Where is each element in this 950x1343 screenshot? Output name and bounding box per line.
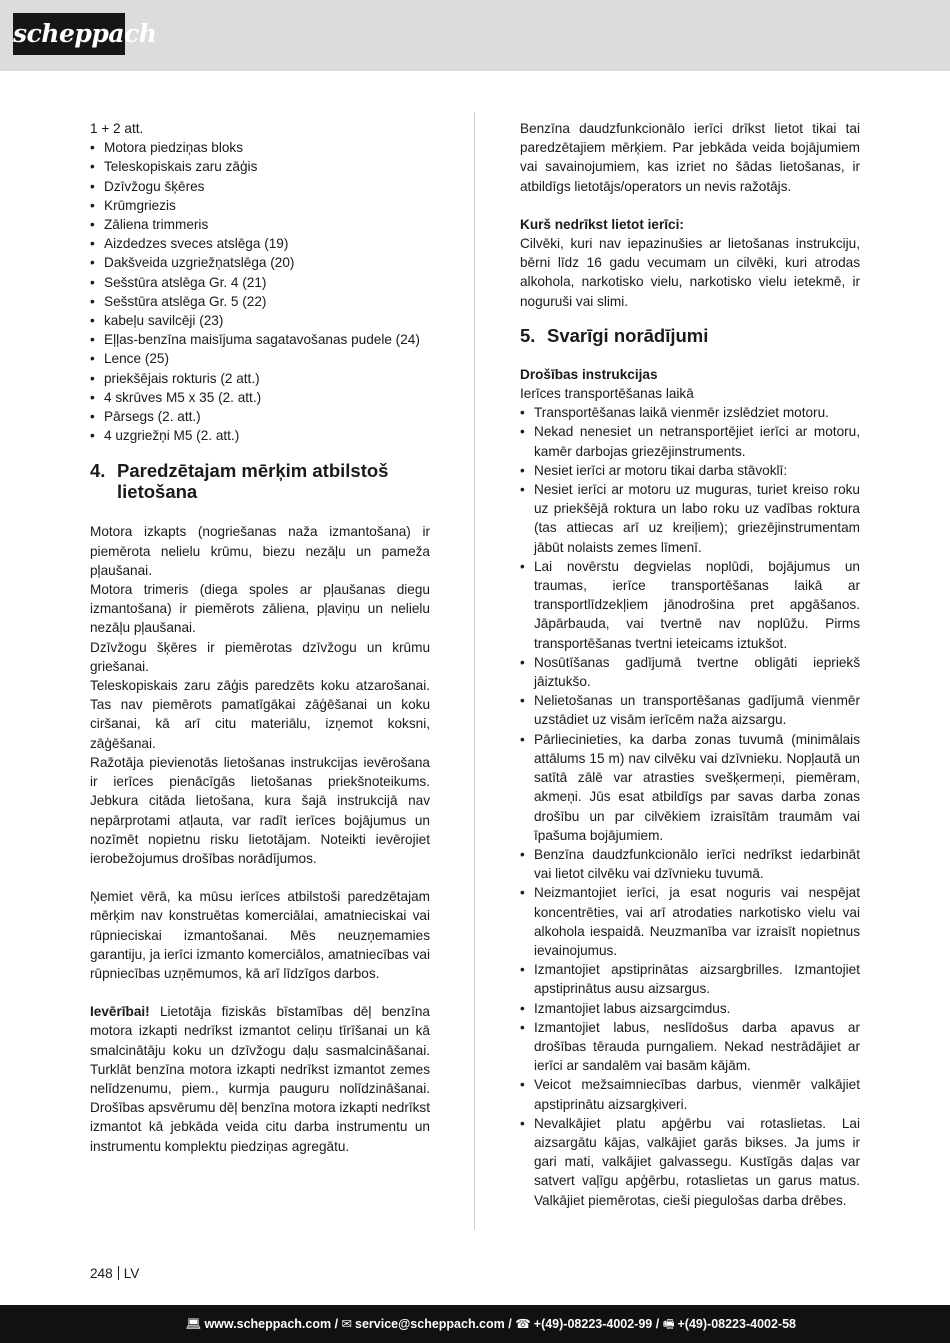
transport-subheading: Ierīces transportēšanas laikā <box>520 386 694 402</box>
phone-number: +(49)-08223-4002-99 <box>533 1317 653 1331</box>
right-column <box>520 119 860 1210</box>
list-item: • priekšējais rokturis (2 att.) <box>90 369 430 388</box>
section-4-paragraph: Teleskopiskais zaru zāģis paredzēts koku atzarošanai. Tas nav piemērots pamatīgākai zāģēšanai un koku ciršanai, kā arī citu materiālu, izņemot koksni, zāģēšanai. <box>90 678 430 751</box>
contact-bar: 💻︎ www.scheppach.com / ✉︎ service@scheppach.com / ☎︎ +(49)-08223-4002-99 / 🖷︎ +(49)-08223-4002-58 <box>0 1305 950 1343</box>
who-text: Cilvēki, kuri nav iepazinušies ar lietošanas instrukciju, bērni līdz 16 gadu vecumam un cilvēki, kuri atrodas alkohola, narkotisko vielu, narkotisko vielu ietekmē, ir noguruši vai slimi. <box>520 236 860 309</box>
who-heading: Kurš nedrīkst lietot ierīci: <box>520 216 684 232</box>
page-number: 248 <box>90 1266 113 1281</box>
fax-icon: 🖷︎ <box>662 1317 675 1331</box>
section-4-paragraph: Ražotāja pievienotās lietošanas instrukcijas ievērošana ir ierīces pienācīgās lietošanas priekšnoteikums. Jebkura citāda lietošana, kura šajā instrukcijā nav nepārprotami atļauta, var radīt ierīces bojājumus un nozīmēt nopietnu risku lietotājam. Noteikti ievērojiet ierobežojumus drošības norādījumos. <box>90 754 430 866</box>
list-item: • Izmantojiet labus aizsargcimdus. <box>520 999 860 1018</box>
list-item: • Sešstūra atslēga Gr. 4 (21) <box>90 273 430 292</box>
section-4-paragraph: Motora izkapts (nogriešanas naža izmantošana) ir piemērota nelielu krūmu, biezu nezāļu un pameža pļaušanai. <box>90 524 430 578</box>
section-4-number: 4. <box>90 460 106 482</box>
intro-line: 1 + 2 att. <box>90 121 144 136</box>
list-item: • Dakšveida uzgriežņatslēga (20) <box>90 253 430 272</box>
list-item: • Nosūtīšanas gadījumā tvertne obligāti iepriekš jāiztukšo. <box>520 653 860 691</box>
section-4-paragraph: Dzīvžogu šķēres ir piemērotas dzīvžogu un krūmu griešanai. <box>90 639 430 674</box>
list-item: • Nekad nenesiet un netransportējiet ierīci ar motoru, kamēr darbojas griezējinstruments. <box>520 422 860 460</box>
list-item: • Pārliecinieties, ka darba zonas tuvumā (minimālais attālums 15 m) nav cilvēku vai dzīvnieku. Nopļautā un satītā zālē var atrasties svešķermeņi, piemēram, akmeņi. Jūs esat atbildīgs par savas darba zonas drošību un par cilvēkiem izraisītām traumām vai īpašuma bojājumiem. <box>520 730 860 845</box>
list-item: • Nevalkājiet platu apģērbu vai rotaslietas. Lai aizsargātu kājas, valkājiet garās bikses. Ja jums ir gari mati, valkājiet galvassegu. Kustīgās daļas var satvert vaļīgu apģērbu, rotaslietas un garus matus. Valkājiet piemērotas, cieši piegulošas darba drēbes. <box>520 1114 860 1210</box>
intended-use-paragraph: Benzīna daudzfunkcionālo ierīci drīkst lietot tikai tai paredzētajiem mērķiem. Par jebkāda veida bojājumiem vai savainojumiem, kas izriet no šādas lietošanas, ir atbildīgs lietotājs/operators un nevis ražotājs. <box>520 121 860 194</box>
scheppach-logo: scheppach <box>13 13 125 55</box>
list-item: • kabeļu savilcēji (23) <box>90 311 430 330</box>
website-link[interactable]: www.scheppach.com <box>204 1317 332 1331</box>
phone-icon: ☎︎ <box>515 1317 531 1331</box>
list-item: • Izmantojiet labus, neslīdošus darba apavus ar drošības tērauda purngaliem. Nekad nestrādājiet ar ierīci ar sandalēm vai basām kājām. <box>520 1018 860 1076</box>
section-5-heading <box>520 325 860 346</box>
fax-number: +(49)-08223-4002-58 <box>677 1317 796 1331</box>
section-4-paragraph: Ņemiet vērā, ka mūsu ierīces atbilstoši paredzētajam mērķim nav konstruētas komerciālai, amatnieciskai vai rūpnieciskai izmantošanai. Mēs neuzņemamies garantiju, ja ierīci izmanto komerciālos, amatniecības vai rūpniecības uzņēmumos, kā arī līdzīgos darbos. <box>90 889 430 981</box>
section-5-title: Svarīgi norādījumi <box>547 324 709 346</box>
list-item: • 4 uzgriežņi M5 (2. att.) <box>90 426 430 445</box>
list-item: • Zāliena trimmeris <box>90 215 430 234</box>
left-column <box>90 119 430 1156</box>
section-5-number: 5. <box>520 324 536 346</box>
list-item: • 4 skrūves M5 x 35 (2. att.) <box>90 388 430 407</box>
list-item: • Lence (25) <box>90 349 430 368</box>
list-item: • Motora piedziņas bloks <box>90 138 430 157</box>
list-item: • Nesiet ierīci ar motoru uz muguras, turiet kreiso roku uz priekšējā roktura un labo roku uz vadības roktura (tas attiecas arī uz kreiļiem); griezējinstrumentam jābūt nolaists zemes līmenī. <box>520 480 860 557</box>
section-4-heading <box>90 460 430 502</box>
list-item: • Nesiet ierīci ar motoru tikai darba stāvoklī: <box>520 461 860 480</box>
header-bar <box>0 0 950 71</box>
list-item: • Aizdedzes sveces atslēga (19) <box>90 234 430 253</box>
list-item: • Neizmantojiet ierīci, ja esat noguris vai nespējat koncentrēties, vai arī atrodaties narkotisko vielu vai alkohola iespaidā. Neuzmanība var izraisīt nopietnus ievainojumus. <box>520 883 860 960</box>
computer-icon: 💻︎ <box>185 1317 202 1331</box>
language-code: LV <box>123 1266 140 1281</box>
column-divider <box>474 112 475 1230</box>
list-item: • Pārsegs (2. att.) <box>90 407 430 426</box>
list-item: • Benzīna daudzfunkcionālo ierīci nedrīkst iedarbināt vai lietot cilvēku vai dzīvnieku tuvumā. <box>520 845 860 883</box>
list-item: • Nelietošanas un transportēšanas gadījumā vienmēr uzstādiet uz visām ierīcēm naža aizsargu. <box>520 691 860 729</box>
mail-icon: ✉︎ <box>341 1317 352 1331</box>
list-item: • Dzīvžogu šķēres <box>90 177 430 196</box>
list-item: • Veicot mežsaimniecības darbus, vienmēr valkājiet apstiprinātu aizsargķiveri. <box>520 1075 860 1113</box>
footer-separator <box>118 1266 119 1280</box>
section-4-paragraph: Motora trimeris (diega spoles ar pļaušanas diegu izmantošana) ir piemērots zāliena, pļaviņu un nelielu nezāļu pļaušanai. <box>90 582 430 636</box>
safety-list <box>520 403 860 1210</box>
attention-text: Lietotāja fiziskās bīstamības dēļ benzīna motora izkapti nedrīkst izmantot celiņu tīrīšanai un kā smalcinātāju koku un dzīvžogu daļu sasmalcināšanai. Turklāt benzīna motora izkapti nedrīkst izmantot zemes nelīdzenumu, piem., kurmja pauguru nolīdzināšanai. Drošības apsvērumu dēļ benzīna motora izkapti nedrīkst izmantot kā jebkāda veida citu darba instrumentu un instrumentu komplektu piedziņas agregātu. <box>90 1004 431 1154</box>
email-link[interactable]: service@scheppach.com <box>355 1317 505 1331</box>
parts-list <box>90 138 430 445</box>
attention-paragraph <box>90 1002 430 1156</box>
list-item: • Eļļas-benzīna maisījuma sagatavošanas pudele (24) <box>90 330 430 349</box>
list-item: • Sešstūra atslēga Gr. 5 (22) <box>90 292 430 311</box>
section-4-title: Paredzētajam mērķim atbilstoš lietošana <box>117 460 389 503</box>
safety-heading: Drošības instrukcijas <box>520 366 658 382</box>
list-item: • Izmantojiet apstiprinātas aizsargbrilles. Izmantojiet apstiprinātus ausu aizsargus. <box>520 960 860 998</box>
list-item: • Lai novērstu degvielas noplūdi, bojājumus un traumas, ierīce transportēšanas laikā ar transportlīdzekļiem jānodrošina pret apgāšanos. Jāpārbauda, vai tvertnē nav noplūžu. Pirms transportēšanas tvertni ieteicams iztukšot. <box>520 557 860 653</box>
attention-label: Ievērībai! <box>90 1004 150 1020</box>
list-item: • Teleskopiskais zaru zāģis <box>90 157 430 176</box>
page-footer <box>90 1266 139 1282</box>
list-item: • Krūmgriezis <box>90 196 430 215</box>
list-item: • Transportēšanas laikā vienmēr izslēdziet motoru. <box>520 403 860 422</box>
